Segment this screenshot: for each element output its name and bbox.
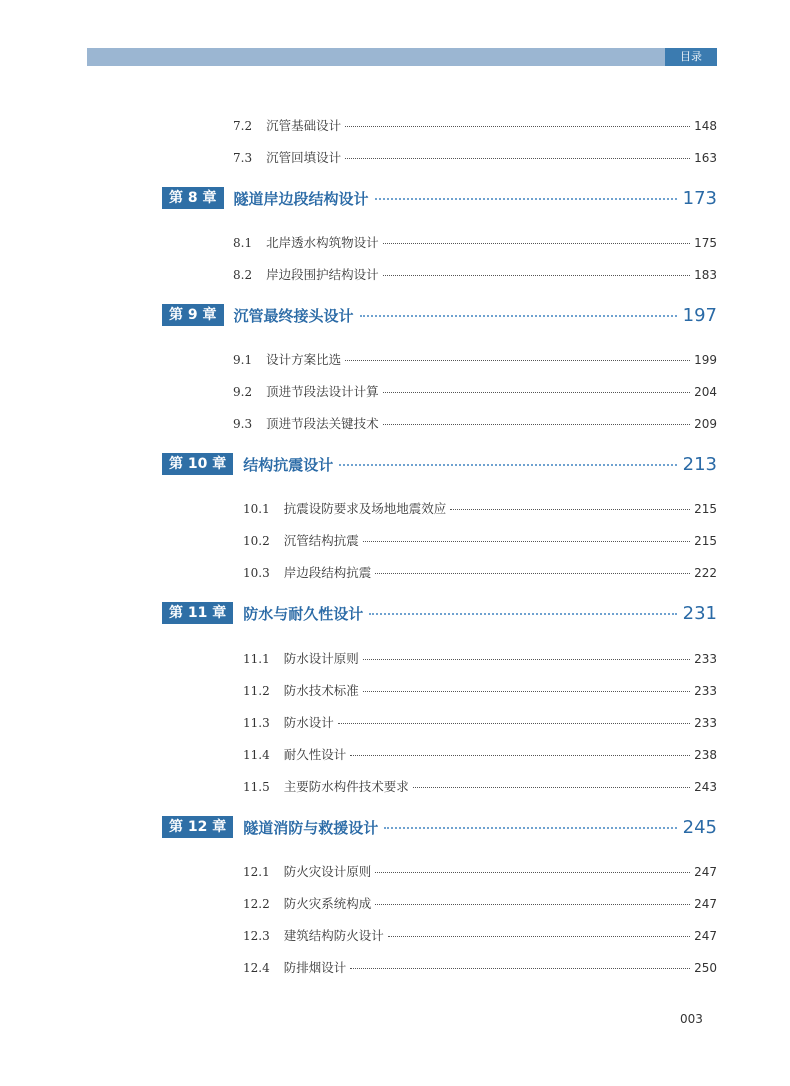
section-title: 顶进节段法设计计算	[266, 384, 379, 399]
section-number: 7.3	[233, 151, 253, 165]
chapter-badge: 第 8 章	[162, 187, 224, 209]
dot-leader	[363, 659, 690, 660]
section-title: 顶进节段法关键技术	[266, 416, 379, 431]
page-number: 148	[694, 119, 717, 133]
chapter-title: 结构抗震设计	[243, 455, 334, 474]
chapter-page-number: 197	[682, 304, 717, 326]
section-title: 防火灾系统构成	[283, 896, 372, 911]
section-title: 抗震设防要求及场地地震效应	[283, 501, 447, 516]
chapter-badge: 第 11 章	[162, 602, 233, 624]
dot-leader	[360, 315, 677, 317]
page-number: 233	[694, 716, 717, 730]
dot-leader	[363, 691, 690, 692]
chapter-page-number: 231	[682, 602, 717, 624]
toc-entry[interactable]	[243, 862, 717, 880]
section-number: 10.3	[243, 566, 270, 580]
dot-leader	[375, 198, 677, 200]
page-number: 175	[694, 236, 717, 250]
section-number: 8.1	[233, 236, 253, 250]
toc-entry[interactable]	[243, 926, 717, 944]
section-number: 12.2	[243, 897, 270, 911]
section-number: 9.1	[233, 353, 253, 367]
dot-leader	[363, 541, 690, 542]
page-number: 204	[694, 385, 717, 399]
toc-entry[interactable]	[243, 777, 717, 795]
section-number: 12.1	[243, 865, 270, 879]
page-number: 238	[694, 748, 717, 762]
section-number: 11.3	[243, 716, 270, 730]
toc-entry[interactable]	[233, 414, 717, 432]
section-number: 9.3	[233, 417, 253, 431]
dot-leader	[388, 936, 690, 937]
dot-leader	[375, 904, 690, 905]
page-number: 222	[694, 566, 717, 580]
chapter-title: 隧道岸边段结构设计	[233, 189, 369, 208]
chapter-title: 隧道消防与救援设计	[243, 818, 379, 837]
chapter-title: 沉管最终接头设计	[233, 306, 354, 325]
toc-entry[interactable]	[243, 713, 717, 731]
page-number: 247	[694, 897, 717, 911]
section-title: 设计方案比选	[266, 352, 342, 367]
dot-leader	[345, 360, 690, 361]
chapter-heading[interactable]	[162, 187, 717, 209]
toc-entry[interactable]	[243, 745, 717, 763]
section-title: 防水设计	[283, 715, 334, 730]
page-number: 199	[694, 353, 717, 367]
page-number: 250	[694, 961, 717, 975]
page-number: 163	[694, 151, 717, 165]
page-number: 183	[694, 268, 717, 282]
page-number: 247	[694, 929, 717, 943]
section-title: 建筑结构防火设计	[283, 928, 384, 943]
section-number: 7.2	[233, 119, 253, 133]
section-title: 岸边段围护结构设计	[266, 267, 379, 282]
dot-leader	[345, 126, 690, 127]
dot-leader	[350, 755, 690, 756]
dot-leader	[339, 464, 676, 466]
dot-leader	[383, 424, 690, 425]
toc-entry[interactable]	[233, 116, 717, 134]
dot-leader	[345, 158, 690, 159]
section-title: 沉管回填设计	[266, 150, 342, 165]
toc-entry[interactable]	[243, 894, 717, 912]
section-title: 沉管结构抗震	[283, 533, 359, 548]
section-title: 岸边段结构抗震	[283, 565, 372, 580]
dot-leader	[383, 243, 690, 244]
section-title: 沉管基础设计	[266, 118, 342, 133]
section-title: 防水技术标准	[283, 683, 359, 698]
dot-leader	[450, 509, 690, 510]
page-number: 247	[694, 865, 717, 879]
section-number: 8.2	[233, 268, 253, 282]
section-number: 9.2	[233, 385, 253, 399]
section-number: 11.4	[243, 748, 270, 762]
toc-entry[interactable]	[233, 148, 717, 166]
section-number: 10.2	[243, 534, 270, 548]
section-title: 防排烟设计	[283, 960, 347, 975]
page-number: 215	[694, 534, 717, 548]
section-number: 12.3	[243, 929, 270, 943]
toc-entry[interactable]	[243, 499, 717, 517]
header-bar	[87, 48, 717, 66]
dot-leader	[384, 827, 676, 829]
section-title: 主要防水构件技术要求	[283, 779, 409, 794]
toc-entry[interactable]	[243, 681, 717, 699]
dot-leader	[413, 787, 690, 788]
chapter-title: 防水与耐久性设计	[243, 604, 364, 623]
dot-leader	[383, 392, 690, 393]
section-number: 11.2	[243, 684, 270, 698]
section-number: 11.5	[243, 780, 270, 794]
chapter-badge: 第 12 章	[162, 816, 233, 838]
toc-entry[interactable]	[233, 233, 717, 251]
toc-entry[interactable]	[243, 649, 717, 667]
section-number: 11.1	[243, 652, 270, 666]
toc-entry[interactable]	[243, 531, 717, 549]
dot-leader	[350, 968, 690, 969]
chapter-heading[interactable]	[162, 453, 717, 475]
chapter-heading[interactable]	[162, 602, 717, 624]
section-title: 北岸透水构筑物设计	[266, 235, 379, 250]
toc-entry[interactable]	[243, 563, 717, 581]
section-number: 12.4	[243, 961, 270, 975]
chapter-page-number: 245	[682, 816, 717, 838]
chapter-page-number: 213	[682, 453, 717, 475]
dot-leader	[375, 573, 690, 574]
section-title: 耐久性设计	[283, 747, 347, 762]
toc-entry[interactable]	[233, 382, 717, 400]
dot-leader	[383, 275, 690, 276]
footer-page-number: 003	[680, 1012, 703, 1026]
section-title: 防水设计原则	[283, 651, 359, 666]
dot-leader	[369, 613, 676, 615]
chapter-heading[interactable]	[162, 304, 717, 326]
page-number: 243	[694, 780, 717, 794]
chapter-heading[interactable]	[162, 816, 717, 838]
page-number: 233	[694, 684, 717, 698]
dot-leader	[338, 723, 690, 724]
chapter-badge: 第 10 章	[162, 453, 233, 475]
toc-entry[interactable]	[233, 350, 717, 368]
toc-entry[interactable]	[243, 958, 717, 976]
page-number: 233	[694, 652, 717, 666]
chapter-badge: 第 9 章	[162, 304, 224, 326]
section-number: 10.1	[243, 502, 270, 516]
toc-entry[interactable]	[233, 265, 717, 283]
header-section-label: 目录	[665, 48, 717, 66]
dot-leader	[375, 872, 690, 873]
page-number: 215	[694, 502, 717, 516]
chapter-page-number: 173	[682, 187, 717, 209]
page-number: 209	[694, 417, 717, 431]
section-title: 防火灾设计原则	[283, 864, 372, 879]
